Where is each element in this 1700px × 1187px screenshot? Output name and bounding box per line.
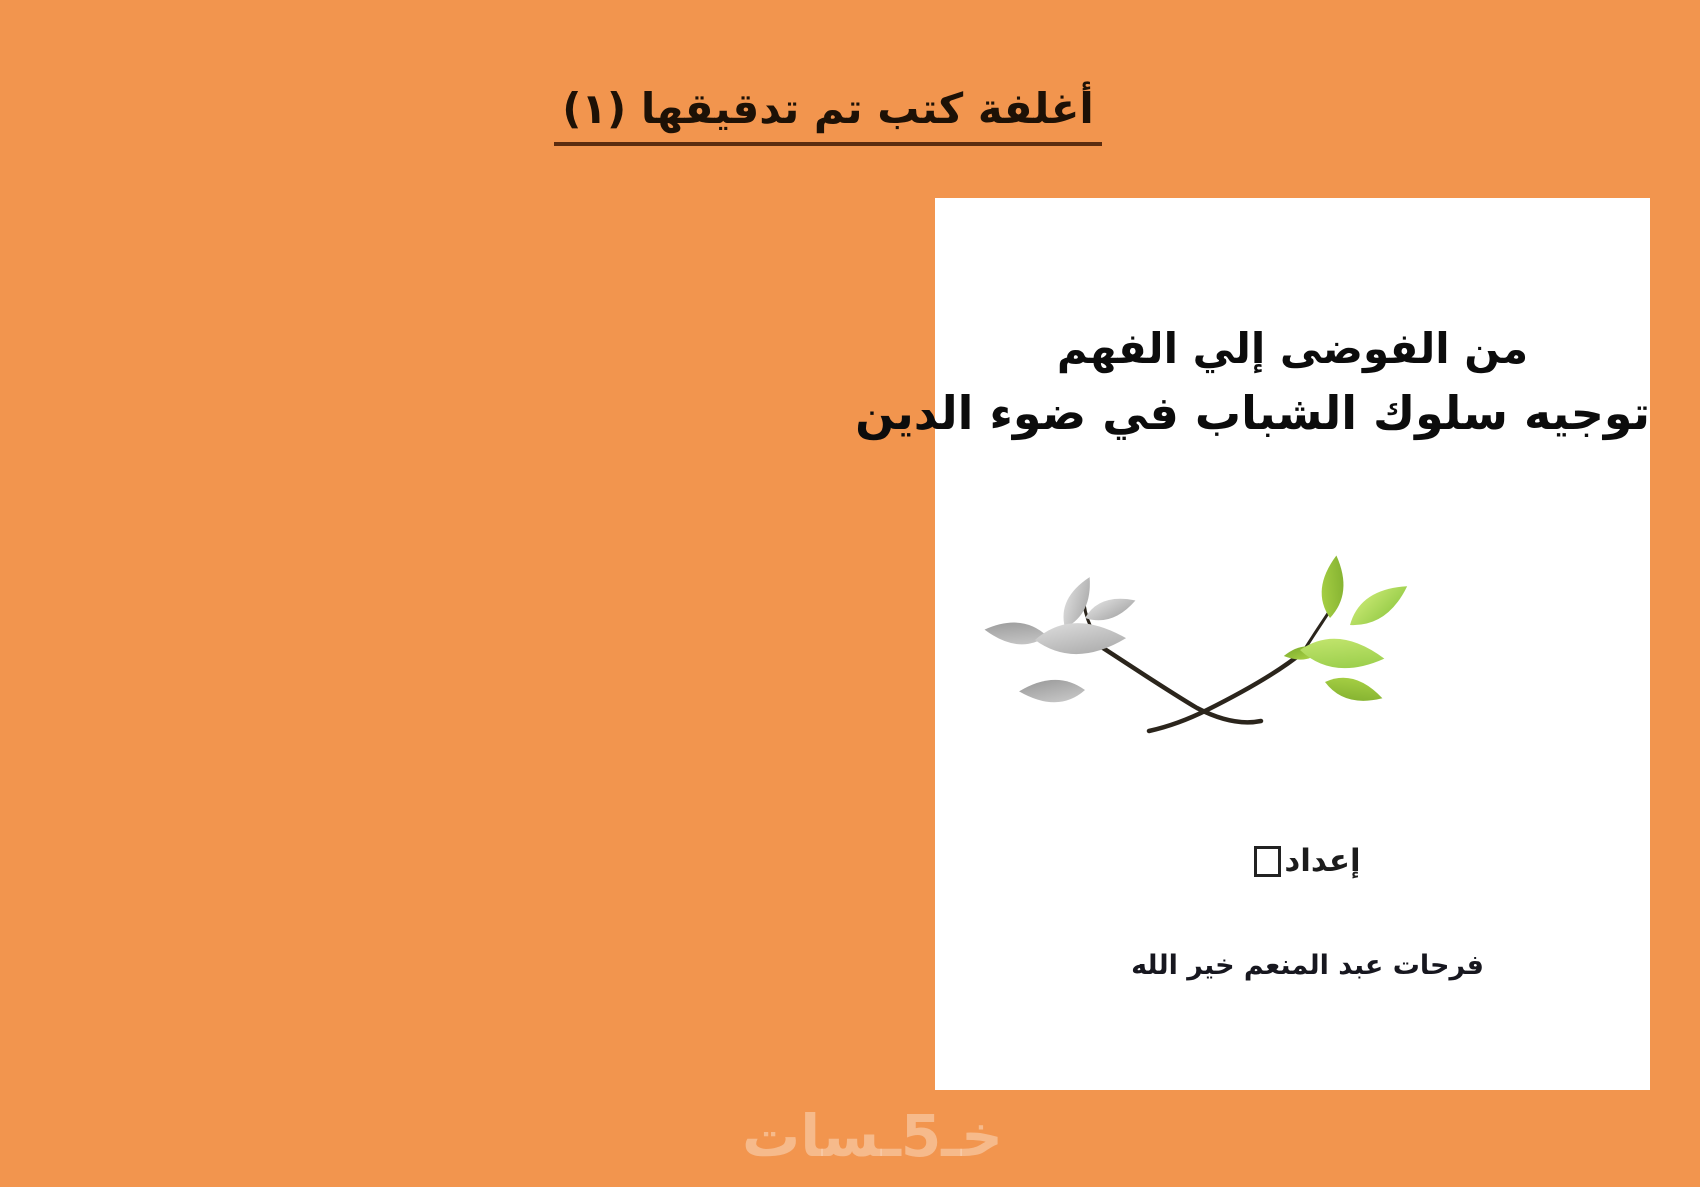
green-leaves bbox=[1284, 554, 1415, 712]
prepared-by-row bbox=[950, 843, 1665, 879]
gray-leaves bbox=[983, 574, 1138, 707]
book-title bbox=[855, 316, 1650, 446]
crossed-branches-image bbox=[935, 500, 1650, 760]
khamsat-watermark: خـ5ـسات bbox=[742, 1102, 1003, 1170]
branch-stems bbox=[1084, 601, 1336, 731]
prepared-by-label: إعداد bbox=[1284, 843, 1361, 879]
page-heading-row bbox=[0, 84, 1700, 146]
empty-box-glyph bbox=[1254, 846, 1281, 877]
author-name: فرحات عبد المنعم خير الله bbox=[1131, 950, 1484, 981]
book-cover bbox=[855, 198, 1650, 1090]
page-title: أغلفة كتب تم تدقيقها (١) bbox=[554, 84, 1102, 146]
book-title-line1: من الفوضى إلي الفهم bbox=[1056, 324, 1529, 373]
book-title-line2: توجيه سلوك الشباب في ضوء الدين bbox=[855, 386, 1650, 440]
